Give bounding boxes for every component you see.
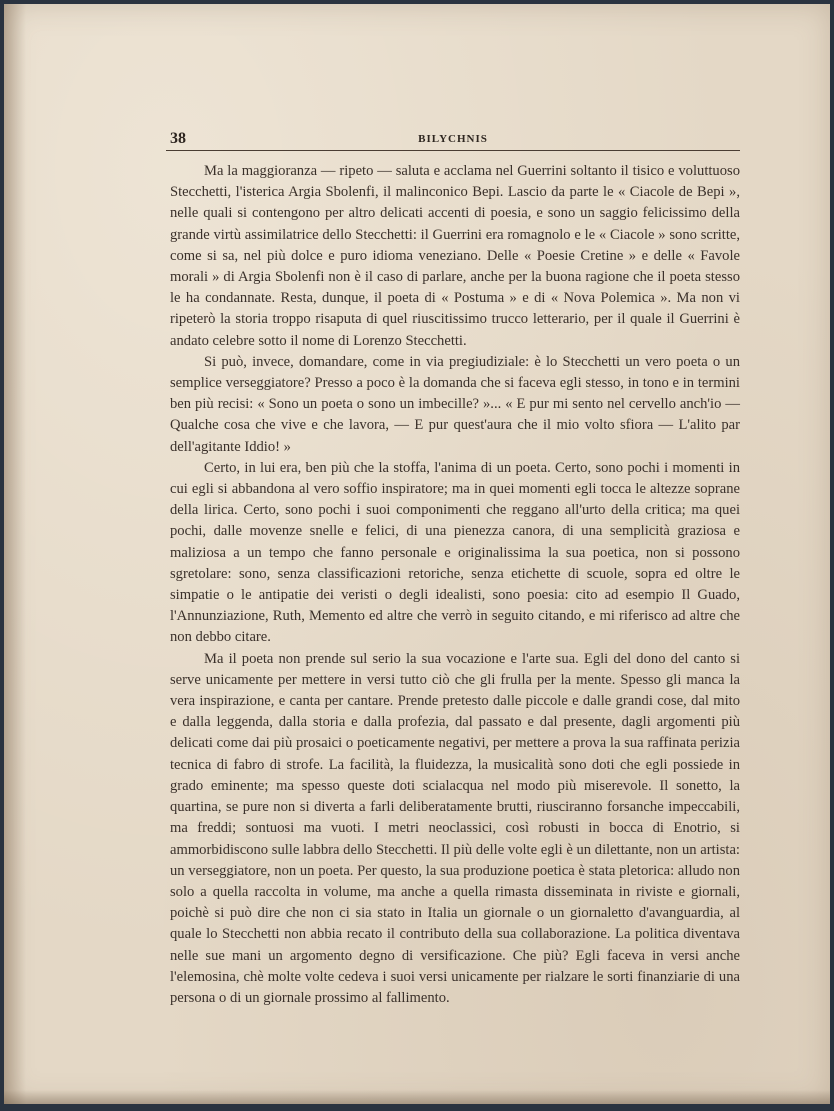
paragraph-2: Si può, invece, domandare, come in via pregiudiziale: è lo Stecchetti un vero poeta o un semplice verseggiatore? Presso a poco è la domanda che si faceva egli stesso, in tono e in termini ben più recisi: « Sono un poeta o sono un imbecille? »... « E pur mi sento nel cervello anch'io — Qualche cosa che vive e che lavora, — E pur quest'aura che il mio volto sfiora — L'alito par dell'agitante Iddio! » xyxy=(170,353,740,455)
book-page xyxy=(4,4,830,1104)
page-bottom-edge xyxy=(4,1090,830,1104)
page-header xyxy=(166,130,740,151)
paragraph-1: Ma la maggioranza — ripeto — saluta e acclama nel Guerrini soltanto il tisico e voluttuoso Stecchetti, l'isterica Argia Sbolenfi, il malinconico Bepi. Lascio da parte le « Ciacole de Bepi », nelle quali si contengono per altro delicati accenti di poesia, e sono un saggio felicissimo della grande virtù assimilatrice dello Stecchetti: il Guerrini era romagnolo e le « Ciacole » sono scritte, come si sa, nel più dolce e puro idioma veneziano. Delle « Poesie Cretine » e delle « Favole morali » di Argia Sbolenfi non è il caso di parlare, anche per la buona ragione che il poeta stesso le ha condannate. Resta, dunque, il poeta di « Postuma » e di « Nova Polemica ». Ma non vi ripeterò la storia troppo risaputa di quel riuscitissimo trucco letterario, per il quale il Guerrini è andato celebre sotto il nome di Lorenzo Stecchetti. xyxy=(170,163,740,349)
paragraph-3: Certo, in lui era, ben più che la stoffa, l'anima di un poeta. Certo, sono pochi i momenti in cui egli si abbandona al vero soffio inspiratore; ma in quei momenti egli tocca le altezze soprane della lirica. Certo, sono pochi i suoi componimenti che reggano all'urto della critica; ma quei pochi, dalle movenze snelle e felici, di una pienezza canora, di una semplicità graziosa e maliziosa a un tempo che fanno personale e originalissima la sua poetica, non si possono sgretolare: sono, senza classificazioni retoriche, senza etichette di scuole, sopra ed oltre le simpatie o le antipatie dei veristi o degli idealisti, sono poesia: cito ad esempio Il Guado, l'Annunziazione, Ruth, Memento ed altre che verrò in seguito citando, e mi riferisco ad altre che non debbo citare. xyxy=(170,459,740,646)
running-head: BILYCHNIS xyxy=(418,133,488,145)
paragraph-4: Ma il poeta non prende sul serio la sua vocazione e l'arte sua. Egli del dono del canto si serve unicamente per mettere in versi tutto ciò che gli frulla per la mente. Spesso gli manca la vera inspirazione, e canta per cantare. Prende pretesto dalle piccole e dalle grandi cose, dal mito e dalla leggenda, dalla storia e dalla profezia, dal passato e dal presente, dagli argomenti più delicati come dai più prosaici o poeticamente negativi, per mettere a prova la sua raffinata perizia tecnica di fabro di strofe. La facilità, la fluidezza, la musicalità sono doti che egli possiede in grado eminente; ma spesso queste doti scialacqua nel modo più miserevole. Il sonetto, la quartina, se pure non si diverta a farli deliberatamente brutti, riusciranno forsanche impeccabili, ma freddi; sontuosi ma vuoti. I metri neoclassici, così robusti in bocca di Enotrio, si ammorbidiscono sulle labbra dello Stecchetti. Il più delle volte egli è un dilettante, non un artista: un verseggiatore, non un poeta. Per questo, la sua produzione poetica è stata pletorica: alludo non solo a quella raccolta in volume, ma anche a quella rimasta disseminata in riviste e giornali, poichè si può dire che non ci sia stato in Italia un giornale o un giornaletto d'avanguardia, al quale lo Stecchetti non abbia recato il contributo della sua collaborazione. La politica diventava nelle sue mani un argomento degno di versificazione. Che più? Egli faceva in versi anche l'elemosina, chè molte volte cedeva i suoi versi unicamente per rialzare le sorti finanziarie di una persona o di un giornale prossimo al fallimento. xyxy=(170,650,740,1006)
body-text xyxy=(170,161,740,1009)
binding-shadow xyxy=(4,4,26,1104)
page-number: 38 xyxy=(170,130,186,147)
